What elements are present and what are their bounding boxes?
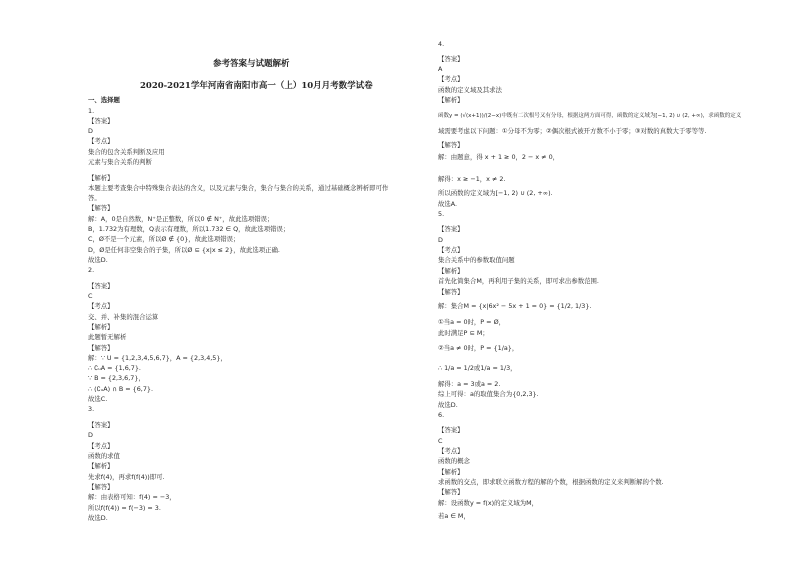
text-line: 所以函数的定义域为[−1, 2) ∪ (2, +∞). [438, 189, 553, 197]
text-line: 解：集合M = {x|6x² − 5x + 1 = 0} = {1/2, 1/3}. [438, 302, 592, 310]
text-line: ①当a = 0时，P = Ø， [438, 318, 505, 326]
text-line: 解：由表格可知：f(4) = −3， [88, 493, 176, 501]
text-line: 答。 [88, 194, 101, 202]
text-line: 【解答】 [88, 483, 114, 491]
text-line: 此题暂无解析 [88, 333, 127, 341]
text-line: 所以f(f(4)) = f(−3) = 3. [88, 504, 161, 512]
text-line: 2. [88, 266, 95, 274]
text-line: D，Ø是任何非空集合的子集，所以Ø ⊆ {x|x ≤ 2}，故此选项正确. [88, 246, 280, 254]
text-line: D [88, 431, 93, 439]
text-line: 【答案】 [88, 421, 114, 429]
text-line: 【考点】 [438, 447, 464, 455]
text-line: 若a ∈ M， [438, 512, 470, 520]
text-line: 【答案】 [438, 55, 464, 63]
text-line: 集合的包含关系判断及应用 [88, 148, 165, 156]
page-title: 参考答案与试题解析 [213, 59, 290, 69]
text-line: D [88, 127, 93, 135]
text-line: 域需要考虑以下问题：①分母不为零；②偶次根式被开方数不小于零；③对数的真数大于零等等. [438, 127, 707, 135]
text-line: 首先化简集合M，再利用子集的关系，即可求出参数范围. [438, 277, 599, 285]
text-line: 【解析】 [438, 96, 464, 104]
text-line: 解：设函数y = f(x)的定义域为M， [438, 499, 539, 507]
text-line: 6. [438, 411, 445, 419]
text-line: 故选D. [88, 256, 108, 264]
text-line: 元素与集合关系的判断 [88, 158, 152, 166]
page-subtitle: 2020-2021学年河南省南阳市高一（上）10月月考数学试卷 [140, 81, 373, 91]
text-line: 本题主要考查集合中特殊集合表达的含义，以及元素与集合，集合与集合的关系，通过基础概念辨析即可作 [88, 184, 389, 192]
text-line: 解：由题意，得 x + 1 ≥ 0，2 − x ≠ 0， [438, 153, 560, 161]
text-line: 解得：x ≥ −1，x ≠ 2. [438, 175, 506, 183]
text-line: 故选D. [88, 514, 108, 522]
text-line: D [438, 236, 443, 244]
text-line: 先求f(4)，再求f(f(4))即可. [88, 473, 165, 481]
text-line: 解：∵ U = {1,2,3,4,5,6,7}，A = {2,3,4,5}， [88, 354, 227, 362]
section-heading: 一、选择题 [88, 96, 120, 104]
text-line: C [88, 292, 93, 300]
text-line: 【答案】 [88, 282, 114, 290]
text-line: 故选D. [438, 401, 458, 409]
text-line: 故选A. [438, 200, 458, 208]
text-line: 函数的概念 [438, 457, 470, 465]
text-line: 【答案】 [438, 426, 464, 434]
text-line: B，1.732为有理数，Q表示有理数，所以1.732 ∈ Q，故此选项错误； [88, 225, 290, 233]
text-line: 函数y = (√(x+1))/(2−x)中既有二次根号又有分母，根据这两方面可得，函数的定义域为[−1, 2) ∪ (2, +∞)，求函数的定义 [438, 113, 742, 119]
text-line: 【解答】 [438, 488, 464, 496]
text-line: ∵ B = {2,3,6,7}， [88, 374, 145, 382]
text-line: ②当a ≠ 0时，P = {1/a}， [438, 344, 519, 352]
text-line: 【考点】 [88, 137, 114, 145]
text-line: 集合关系中的参数取值问题 [438, 256, 515, 264]
text-line: 【考点】 [438, 246, 464, 254]
text-line: 函数的求值 [88, 452, 120, 460]
text-line: 【解答】 [88, 204, 114, 212]
text-line: ∴ 1/a = 1/2或1/a = 1/3， [438, 364, 517, 372]
text-line: 5. [438, 210, 445, 218]
text-line: 综上可得：a的取值集合为{0,2,3}. [438, 390, 539, 398]
text-line: A [438, 65, 443, 73]
text-line: C，Ø不是一个元素，所以Ø ∉ {0}，故此选项错误； [88, 235, 240, 243]
text-line: ∴ ∁ᵤA = {1,6,7}. [88, 364, 141, 372]
text-line: 【答案】 [438, 225, 464, 233]
text-line: 故选C. [88, 395, 108, 403]
text-line: 【解析】 [88, 174, 114, 182]
text-line: 解得：a = 3或a = 2. [438, 380, 501, 388]
text-line: 【解析】 [88, 323, 114, 331]
text-line: 【解析】 [438, 267, 464, 275]
text-line: 4. [438, 40, 445, 48]
text-line: 【解析】 [88, 462, 114, 470]
text-line: 【考点】 [88, 302, 114, 310]
text-line: 【解答】 [438, 141, 464, 149]
text-line: ∴ (∁ᵤA) ∩ B = {6,7}. [88, 385, 153, 393]
text-line: 解：A，0是自然数，N⁺是正整数，所以0 ∉ N⁺，故此选项错误； [88, 215, 274, 223]
text-line: 3. [88, 405, 95, 413]
text-line: 求函数的交点，即求联立函数方程的解的个数，根据函数的定义来判断解的个数. [438, 478, 664, 486]
text-line: 【考点】 [88, 442, 114, 450]
text-line: C [438, 437, 443, 445]
text-line: 函数的定义域及其求法 [438, 86, 502, 94]
text-line: 【解答】 [438, 288, 464, 296]
text-line: 【解析】 [438, 468, 464, 476]
text-line: 【考点】 [438, 75, 464, 83]
text-line: 此时满足P ⊆ M； [438, 329, 489, 337]
text-line: 1. [88, 107, 95, 115]
text-line: 【答案】 [88, 117, 114, 125]
text-line: 【解答】 [88, 344, 114, 352]
text-line: 交、并、补集的混合运算 [88, 313, 159, 321]
